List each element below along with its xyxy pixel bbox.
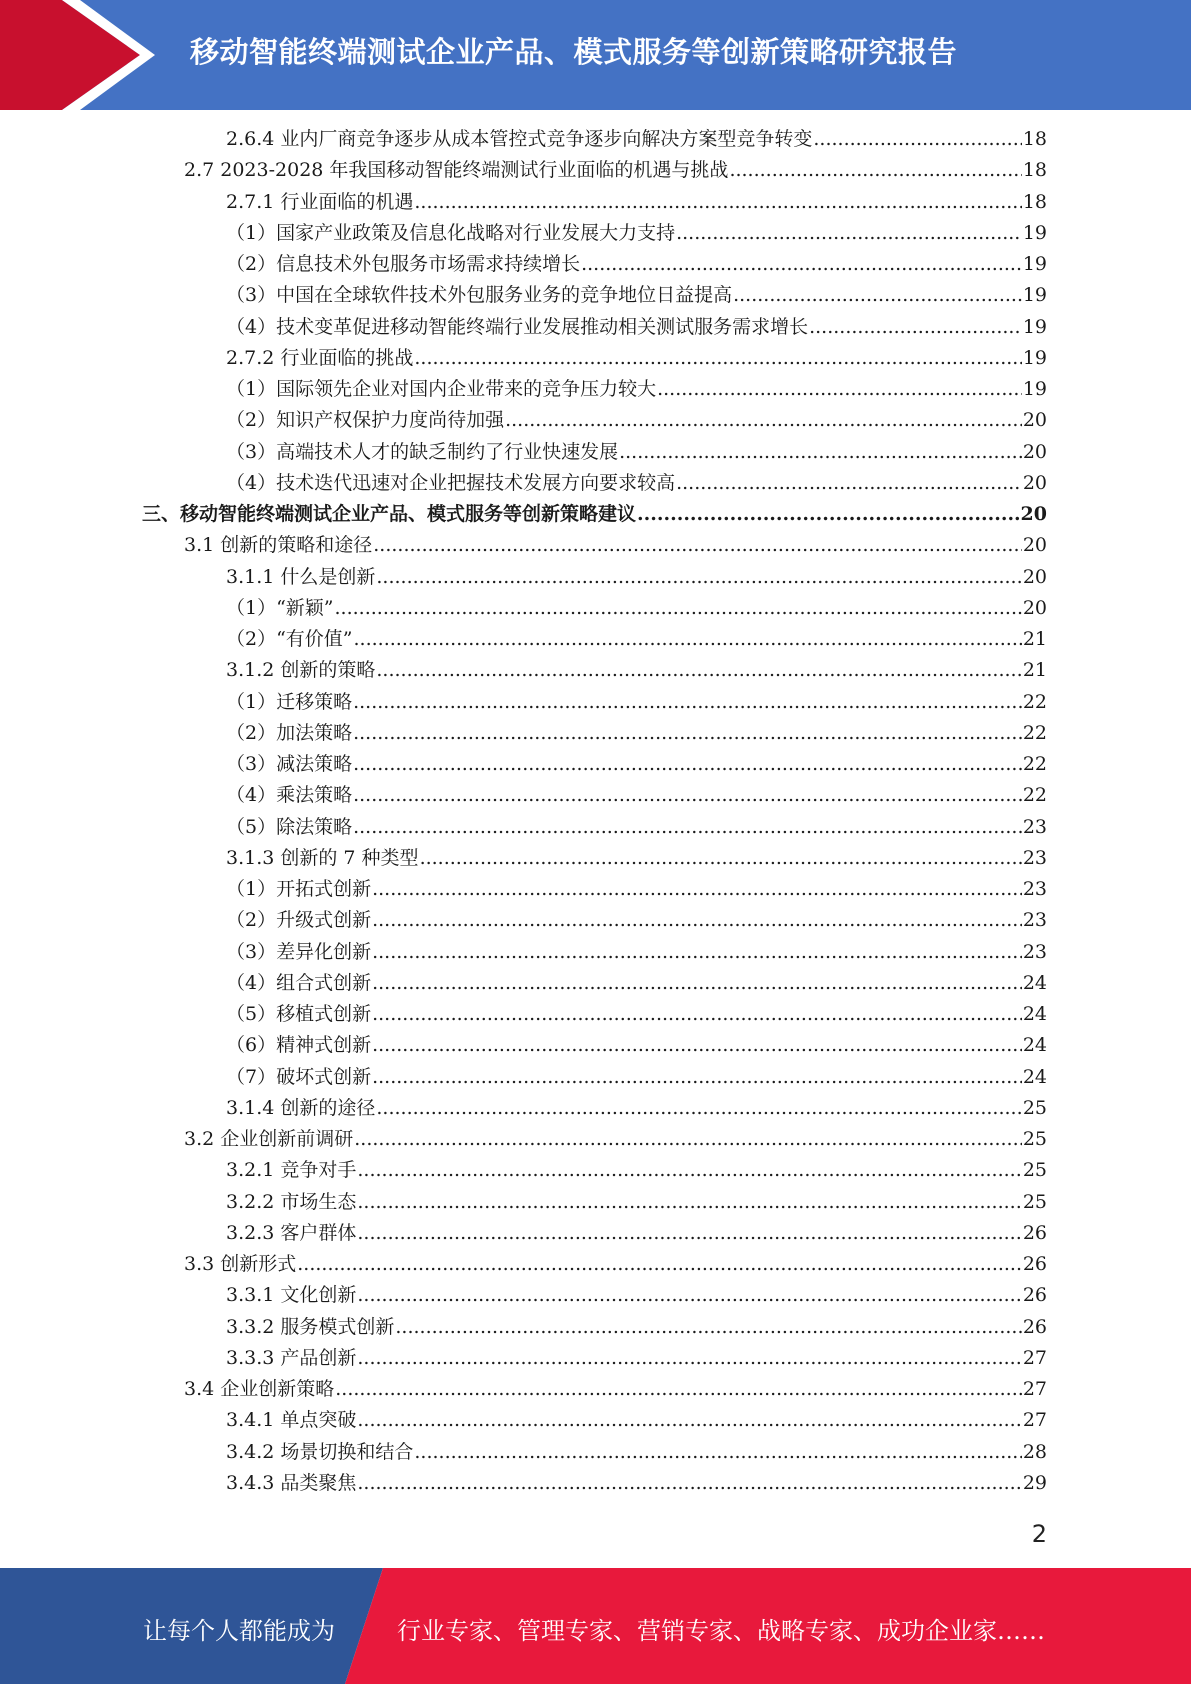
- toc-entry-title: （1）迁移策略: [226, 690, 353, 713]
- toc-entry[interactable]: [226, 968, 1047, 999]
- toc-entry[interactable]: [226, 405, 1047, 436]
- toc-entry-title: （4）组合式创新: [226, 971, 372, 994]
- toc-leader-dots: [372, 937, 1022, 968]
- toc-leader-dots: [353, 749, 1022, 780]
- toc-entry-title: 3.2.2 市场生态: [226, 1190, 357, 1213]
- toc-entry-page: 20: [1022, 440, 1047, 463]
- toc-leader-dots: [813, 124, 1021, 155]
- toc-entry-title: 3.1.1 什么是创新: [226, 565, 376, 588]
- toc-entry[interactable]: [226, 437, 1047, 468]
- toc-entry[interactable]: [226, 687, 1047, 718]
- toc-entry-page: 26: [1022, 1253, 1047, 1275]
- toc-entry-page: 27: [1022, 1346, 1047, 1369]
- toc-entry-title: （1）“新颖”: [226, 596, 334, 619]
- toc-entry-title: （5）除法策略: [226, 815, 353, 838]
- toc-leader-dots: [733, 280, 1022, 311]
- toc-entry-page: 19: [1022, 221, 1047, 244]
- toc-leader-dots: [581, 249, 1022, 280]
- toc-entry-page: 29: [1022, 1471, 1047, 1494]
- toc-entry-page: 23: [1022, 940, 1047, 963]
- toc-entry-page: 20: [1022, 596, 1047, 619]
- report-title: 移动智能终端测试企业产品、模式服务等创新策略研究报告: [190, 35, 958, 69]
- toc-entry-title: 3.2.3 客户群体: [226, 1221, 357, 1244]
- toc-entry-page: 20: [1022, 534, 1047, 557]
- toc-entry-title: 3.4.1 单点突破: [226, 1409, 357, 1432]
- toc-entry[interactable]: [226, 1093, 1047, 1124]
- toc-entry[interactable]: [184, 530, 1047, 561]
- toc-leader-dots: [354, 624, 1022, 655]
- toc-entry-page: 21: [1022, 628, 1047, 650]
- toc-entry-page: 18: [1022, 128, 1047, 150]
- toc-entry[interactable]: [226, 718, 1047, 749]
- toc-entry-page: 20: [1022, 409, 1047, 432]
- toc-entry[interactable]: [226, 937, 1047, 968]
- toc-entry-title: （3）中国在全球软件技术外包服务业务的竞争地位日益提高: [226, 284, 733, 307]
- page-footer: [0, 1568, 1191, 1684]
- toc-leader-dots: [676, 218, 1022, 249]
- toc-leader-dots: [376, 562, 1021, 593]
- toc-entry-title: （2）信息技术外包服务市场需求持续增长: [226, 253, 581, 275]
- toc-leader-dots: [335, 1374, 1022, 1405]
- toc-entry-title: （2）升级式创新: [226, 909, 372, 932]
- toc-leader-dots: [354, 1124, 1022, 1155]
- toc-entry-title: 3.3 创新形式: [184, 1253, 297, 1275]
- toc-entry-title: （6）精神式创新: [226, 1034, 372, 1057]
- toc-entry-page: 21: [1022, 659, 1047, 682]
- toc-entry-title: 3.1.3 创新的 7 种类型: [226, 846, 419, 869]
- toc-leader-dots: [373, 530, 1022, 561]
- toc-entry[interactable]: [226, 905, 1047, 936]
- toc-entry[interactable]: [226, 343, 1047, 374]
- toc-leader-dots: [372, 1030, 1022, 1061]
- toc-leader-dots: [372, 999, 1022, 1030]
- toc-entry-title: 3.2 企业创新前调研: [184, 1128, 354, 1150]
- toc-entry[interactable]: [226, 1155, 1047, 1186]
- toc-entry[interactable]: [226, 1405, 1047, 1436]
- page-header: [0, 0, 1191, 110]
- toc-entry[interactable]: [226, 124, 1047, 155]
- toc-entry-title: 2.6.4 业内厂商竞争逐步从成本管控式竞争逐步向解决方案型竞争转变: [226, 128, 813, 150]
- footer-slogan-right: 行业专家、管理专家、营销专家、战略专家、成功企业家……: [397, 1617, 1045, 1645]
- toc-entry-page: 24: [1022, 971, 1047, 994]
- toc-leader-dots: [353, 718, 1022, 749]
- toc-entry[interactable]: [226, 749, 1047, 780]
- toc-entry-page: 22: [1022, 690, 1047, 713]
- toc-leader-dots: [637, 499, 1020, 530]
- toc-entry-title: 3.3.1 文化创新: [226, 1284, 357, 1307]
- toc-entry[interactable]: [226, 593, 1047, 624]
- toc-entry-page: 23: [1022, 815, 1047, 838]
- toc-entry[interactable]: [226, 999, 1047, 1030]
- page-number: 2: [1031, 1520, 1047, 1548]
- toc-entry-page: 20: [1022, 565, 1047, 588]
- toc-entry-title: （1）国际领先企业对国内企业带来的竞争压力较大: [226, 378, 657, 400]
- toc-entry-title: 2.7.1 行业面临的机遇: [226, 190, 414, 213]
- toc-leader-dots: [676, 468, 1022, 499]
- toc-entry-page: 26: [1022, 1315, 1047, 1338]
- toc-leader-dots: [376, 655, 1021, 686]
- toc-leader-dots: [414, 187, 1021, 218]
- toc-entry-title: 三、移动智能终端测试企业产品、模式服务等创新策略建议: [142, 503, 637, 525]
- toc-entry[interactable]: [226, 280, 1047, 311]
- toc-entry-title: 3.4 企业创新策略: [184, 1378, 335, 1400]
- toc-entry[interactable]: [226, 655, 1047, 686]
- toc-leader-dots: [809, 312, 1022, 343]
- toc-leader-dots: [357, 1343, 1021, 1374]
- toc-entry-title: 2.7 2023-2028 年我国移动智能终端测试行业面临的机遇与挑战: [184, 159, 729, 182]
- toc-entry-title: （1）开拓式创新: [226, 878, 372, 900]
- toc-entry-page: 24: [1022, 1003, 1047, 1025]
- toc-entry-page: 19: [1022, 284, 1047, 307]
- toc-entry[interactable]: [226, 187, 1047, 218]
- toc-entry[interactable]: [184, 1249, 1047, 1280]
- toc-leader-dots: [353, 780, 1022, 811]
- toc-entry[interactable]: [226, 780, 1047, 811]
- toc-entry-title: 3.3.2 服务模式创新: [226, 1315, 395, 1338]
- toc-entry[interactable]: [226, 1468, 1047, 1499]
- toc-leader-dots: [376, 1093, 1021, 1124]
- toc-entry-page: 23: [1022, 878, 1047, 900]
- toc-entry-page: 27: [1022, 1378, 1047, 1400]
- toc-entry-page: 19: [1022, 378, 1047, 400]
- toc-entry-title: （4）乘法策略: [226, 784, 353, 807]
- toc-leader-dots: [357, 1468, 1021, 1499]
- toc-entry[interactable]: [226, 1312, 1047, 1343]
- toc-entry-page: 26: [1022, 1221, 1047, 1244]
- toc-entry-title: 3.4.2 场景切换和结合: [226, 1440, 414, 1463]
- toc-leader-dots: [357, 1218, 1021, 1249]
- toc-leader-dots: [353, 812, 1022, 843]
- toc-leader-dots: [372, 874, 1022, 905]
- toc-entry[interactable]: [226, 1218, 1047, 1249]
- toc-entry-page: 23: [1022, 846, 1047, 869]
- toc-entry-title: 3.1 创新的策略和途径: [184, 534, 373, 557]
- toc-entry-title: （5）移植式创新: [226, 1003, 372, 1025]
- toc-leader-dots: [335, 593, 1022, 624]
- toc-entry[interactable]: [226, 312, 1047, 343]
- toc-leader-dots: [372, 968, 1022, 999]
- toc-entry[interactable]: [184, 1374, 1047, 1405]
- toc-entry[interactable]: [184, 1124, 1047, 1155]
- toc-entry-title: （2）“有价值”: [226, 628, 353, 650]
- toc-entry-page: 19: [1022, 253, 1047, 275]
- toc-leader-dots: [297, 1249, 1022, 1280]
- toc-entry[interactable]: [226, 1280, 1047, 1311]
- toc-leader-dots: [619, 437, 1022, 468]
- toc-entry[interactable]: [226, 218, 1047, 249]
- toc-entry-title: 3.2.1 竞争对手: [226, 1159, 357, 1182]
- toc-entry[interactable]: [142, 499, 1047, 530]
- toc-entry[interactable]: [226, 562, 1047, 593]
- toc-entry-page: 25: [1022, 1128, 1047, 1150]
- footer-slogan-left: 让每个人都能成为: [143, 1617, 335, 1645]
- toc-leader-dots: [505, 405, 1022, 436]
- toc-entry-page: 22: [1022, 721, 1047, 744]
- toc-entry-page: 23: [1022, 909, 1047, 932]
- toc-entry-page: 28: [1022, 1440, 1047, 1463]
- toc-entry-page: 25: [1022, 1190, 1047, 1213]
- toc-leader-dots: [657, 374, 1022, 405]
- toc-entry-title: 3.3.3 产品创新: [226, 1346, 357, 1369]
- toc-leader-dots: [414, 343, 1021, 374]
- toc-entry-page: 20: [1020, 503, 1047, 525]
- toc-entry-page: 25: [1022, 1096, 1047, 1119]
- toc-entry[interactable]: [226, 874, 1047, 905]
- toc-entry[interactable]: [226, 1187, 1047, 1218]
- toc-leader-dots: [729, 155, 1021, 186]
- toc-entry-title: （4）技术变革促进移动智能终端行业发展推动相关测试服务需求增长: [226, 315, 809, 338]
- toc-entry[interactable]: [226, 812, 1047, 843]
- toc-entry-title: （1）国家产业政策及信息化战略对行业发展大力支持: [226, 221, 676, 244]
- toc-entry-page: 22: [1022, 753, 1047, 775]
- toc-entry[interactable]: [226, 1030, 1047, 1061]
- toc-entry[interactable]: [226, 249, 1047, 280]
- toc-entry[interactable]: [226, 843, 1047, 874]
- toc-entry-title: 3.1.2 创新的策略: [226, 659, 376, 682]
- toc-entry-title: （3）高端技术人才的缺乏制约了行业快速发展: [226, 440, 619, 463]
- toc-entry-page: 19: [1022, 346, 1047, 369]
- toc-entry-title: （2）知识产权保护力度尚待加强: [226, 409, 505, 432]
- toc-entry[interactable]: [226, 1343, 1047, 1374]
- toc-entry-title: 3.4.3 品类聚焦: [226, 1471, 357, 1494]
- toc-entry-title: （7）破坏式创新: [226, 1065, 372, 1088]
- toc-entry-title: （3）差异化创新: [226, 940, 372, 963]
- toc-entry[interactable]: [226, 1062, 1047, 1093]
- toc-entry-title: 3.1.4 创新的途径: [226, 1096, 376, 1119]
- toc-leader-dots: [414, 1437, 1021, 1468]
- toc-leader-dots: [420, 843, 1022, 874]
- toc-entry[interactable]: [184, 155, 1047, 186]
- toc-entry-title: （4）技术迭代迅速对企业把握技术发展方向要求较高: [226, 471, 676, 494]
- toc-entry-page: 25: [1022, 1159, 1047, 1182]
- toc-entry[interactable]: [226, 1437, 1047, 1468]
- toc-entry-page: 20: [1022, 471, 1047, 494]
- toc-entry-title: （3）减法策略: [226, 753, 353, 775]
- toc-entry-page: 22: [1022, 784, 1047, 807]
- toc-entry-page: 18: [1022, 159, 1047, 182]
- toc-entry[interactable]: [226, 468, 1047, 499]
- toc-leader-dots: [357, 1155, 1021, 1186]
- toc-entry-page: 24: [1022, 1034, 1047, 1057]
- toc-entry-page: 18: [1022, 190, 1047, 213]
- toc-leader-dots: [372, 1062, 1022, 1093]
- toc-entry-title: （2）加法策略: [226, 721, 353, 744]
- toc-entry-page: 27: [1022, 1409, 1047, 1432]
- toc-leader-dots: [357, 1405, 1021, 1436]
- toc-entry-page: 26: [1022, 1284, 1047, 1307]
- toc-leader-dots: [357, 1280, 1021, 1311]
- toc-entry[interactable]: [226, 624, 1047, 655]
- toc-leader-dots: [353, 687, 1022, 718]
- toc-entry-page: 19: [1022, 315, 1047, 338]
- toc-entry[interactable]: [226, 374, 1047, 405]
- toc-leader-dots: [372, 905, 1022, 936]
- toc-leader-dots: [395, 1312, 1021, 1343]
- toc-entry-page: 24: [1022, 1065, 1047, 1088]
- toc-leader-dots: [357, 1187, 1021, 1218]
- toc-entry-title: 2.7.2 行业面临的挑战: [226, 346, 414, 369]
